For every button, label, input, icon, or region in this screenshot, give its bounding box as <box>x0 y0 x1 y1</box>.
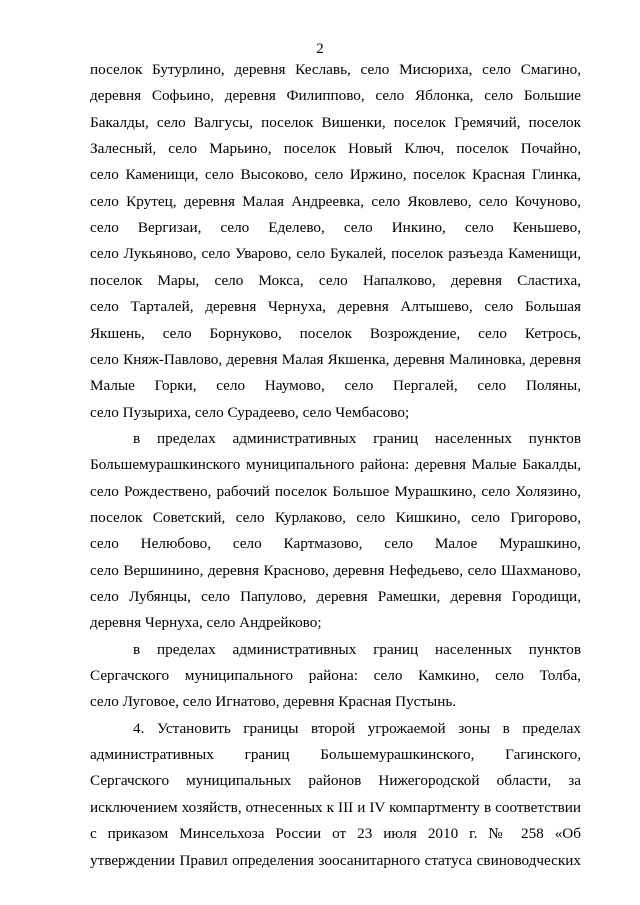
text-line: поселок Бутурлино, деревня Кеславь, село Мисюриха, село Смагино, <box>90 61 581 78</box>
text-line: село Вергизаи, село Еделево, село Инкино, село Кеньшево, <box>90 219 581 237</box>
text-line: исключением хозяйств, отнесенных к III и IV компартменту в соответствии <box>90 798 581 816</box>
text-line: село Пузыриха, село Сурадеево, село Чембасово; <box>90 403 410 421</box>
text-line: село Крутец, деревня Малая Андреевка, село Яковлево, село Кочуново, <box>90 192 581 210</box>
text-line: Бакалды, село Валгусы, поселок Вишенки, поселок Гремячий, поселок <box>90 113 581 131</box>
text-line: село Вершинино, деревня Красново, деревня Нефедьево, село Шахманово, <box>90 561 581 579</box>
text-line: село Тарталей, деревня Чернуха, деревня Алтышево, село Большая <box>90 298 581 316</box>
text-line: Залесный, село Марьино, поселок Новый Ключ, поселок Почайно, <box>90 140 581 158</box>
text-line: село Княж-Павлово, деревня Малая Якшенка, деревня Малиновка, деревня <box>90 350 581 368</box>
text-line: утверждении Правил определения зоосанитарного статуса свиноводческих <box>90 851 581 869</box>
text-line: село Рождествено, рабочий поселок Большое Мурашкино, село Холязино, <box>90 482 581 500</box>
text-line: Большемурашкинского муниципального района: деревня Малые Бакалды, <box>90 456 581 474</box>
text-line: в пределах административных границ населенных пунктов <box>133 640 581 658</box>
text-line: Малые Горки, село Наумово, село Пергалей, село Поляны, <box>90 377 581 395</box>
text-line: 4. Установить границы второй угрожаемой зоны в пределах <box>133 719 581 737</box>
text-line: село Лубянцы, село Папулово, деревня Рамешки, деревня Городищи, <box>90 588 581 605</box>
text-line: село Луговое, село Игнатово, деревня Красная Пустынь. <box>90 693 457 711</box>
text-line: село Лукьяново, село Уварово, село Букалей, поселок разъезда Каменищи, <box>90 245 581 263</box>
text-line: с приказом Минсельхоза России от 23 июля 2010 г. № 258 «Об <box>90 825 581 843</box>
page-number: 2 <box>316 41 324 57</box>
text-line: деревня Чернуха, село Андрейково; <box>90 614 322 632</box>
text-line: село Нелюбово, село Картмазово, село Малое Мурашкино, <box>90 535 581 553</box>
text-line: Сергачского муниципального района: село Камкино, село Толба, <box>90 667 581 685</box>
text-line: административных границ Большемурашкинского, Гагинского, <box>90 746 581 764</box>
text-line: село Каменищи, село Высоково, село Иржино, поселок Красная Глинка, <box>90 166 581 184</box>
text-line: поселок Мары, село Мокса, село Напалково, деревня Сластиха, <box>90 271 581 289</box>
text-line: Якшень, село Борнуково, поселок Возрождение, село Кетрось, <box>90 324 581 342</box>
text-line: поселок Советский, село Курлаково, село Кишкино, село Григорово, <box>90 508 581 526</box>
text-line: Сергачского муниципальных районов Нижегородской области, за <box>90 772 581 790</box>
text-line: деревня Софьино, деревня Филиппово, село Яблонка, село Большие <box>90 87 581 105</box>
text-line: в пределах административных границ населенных пунктов <box>133 429 581 447</box>
